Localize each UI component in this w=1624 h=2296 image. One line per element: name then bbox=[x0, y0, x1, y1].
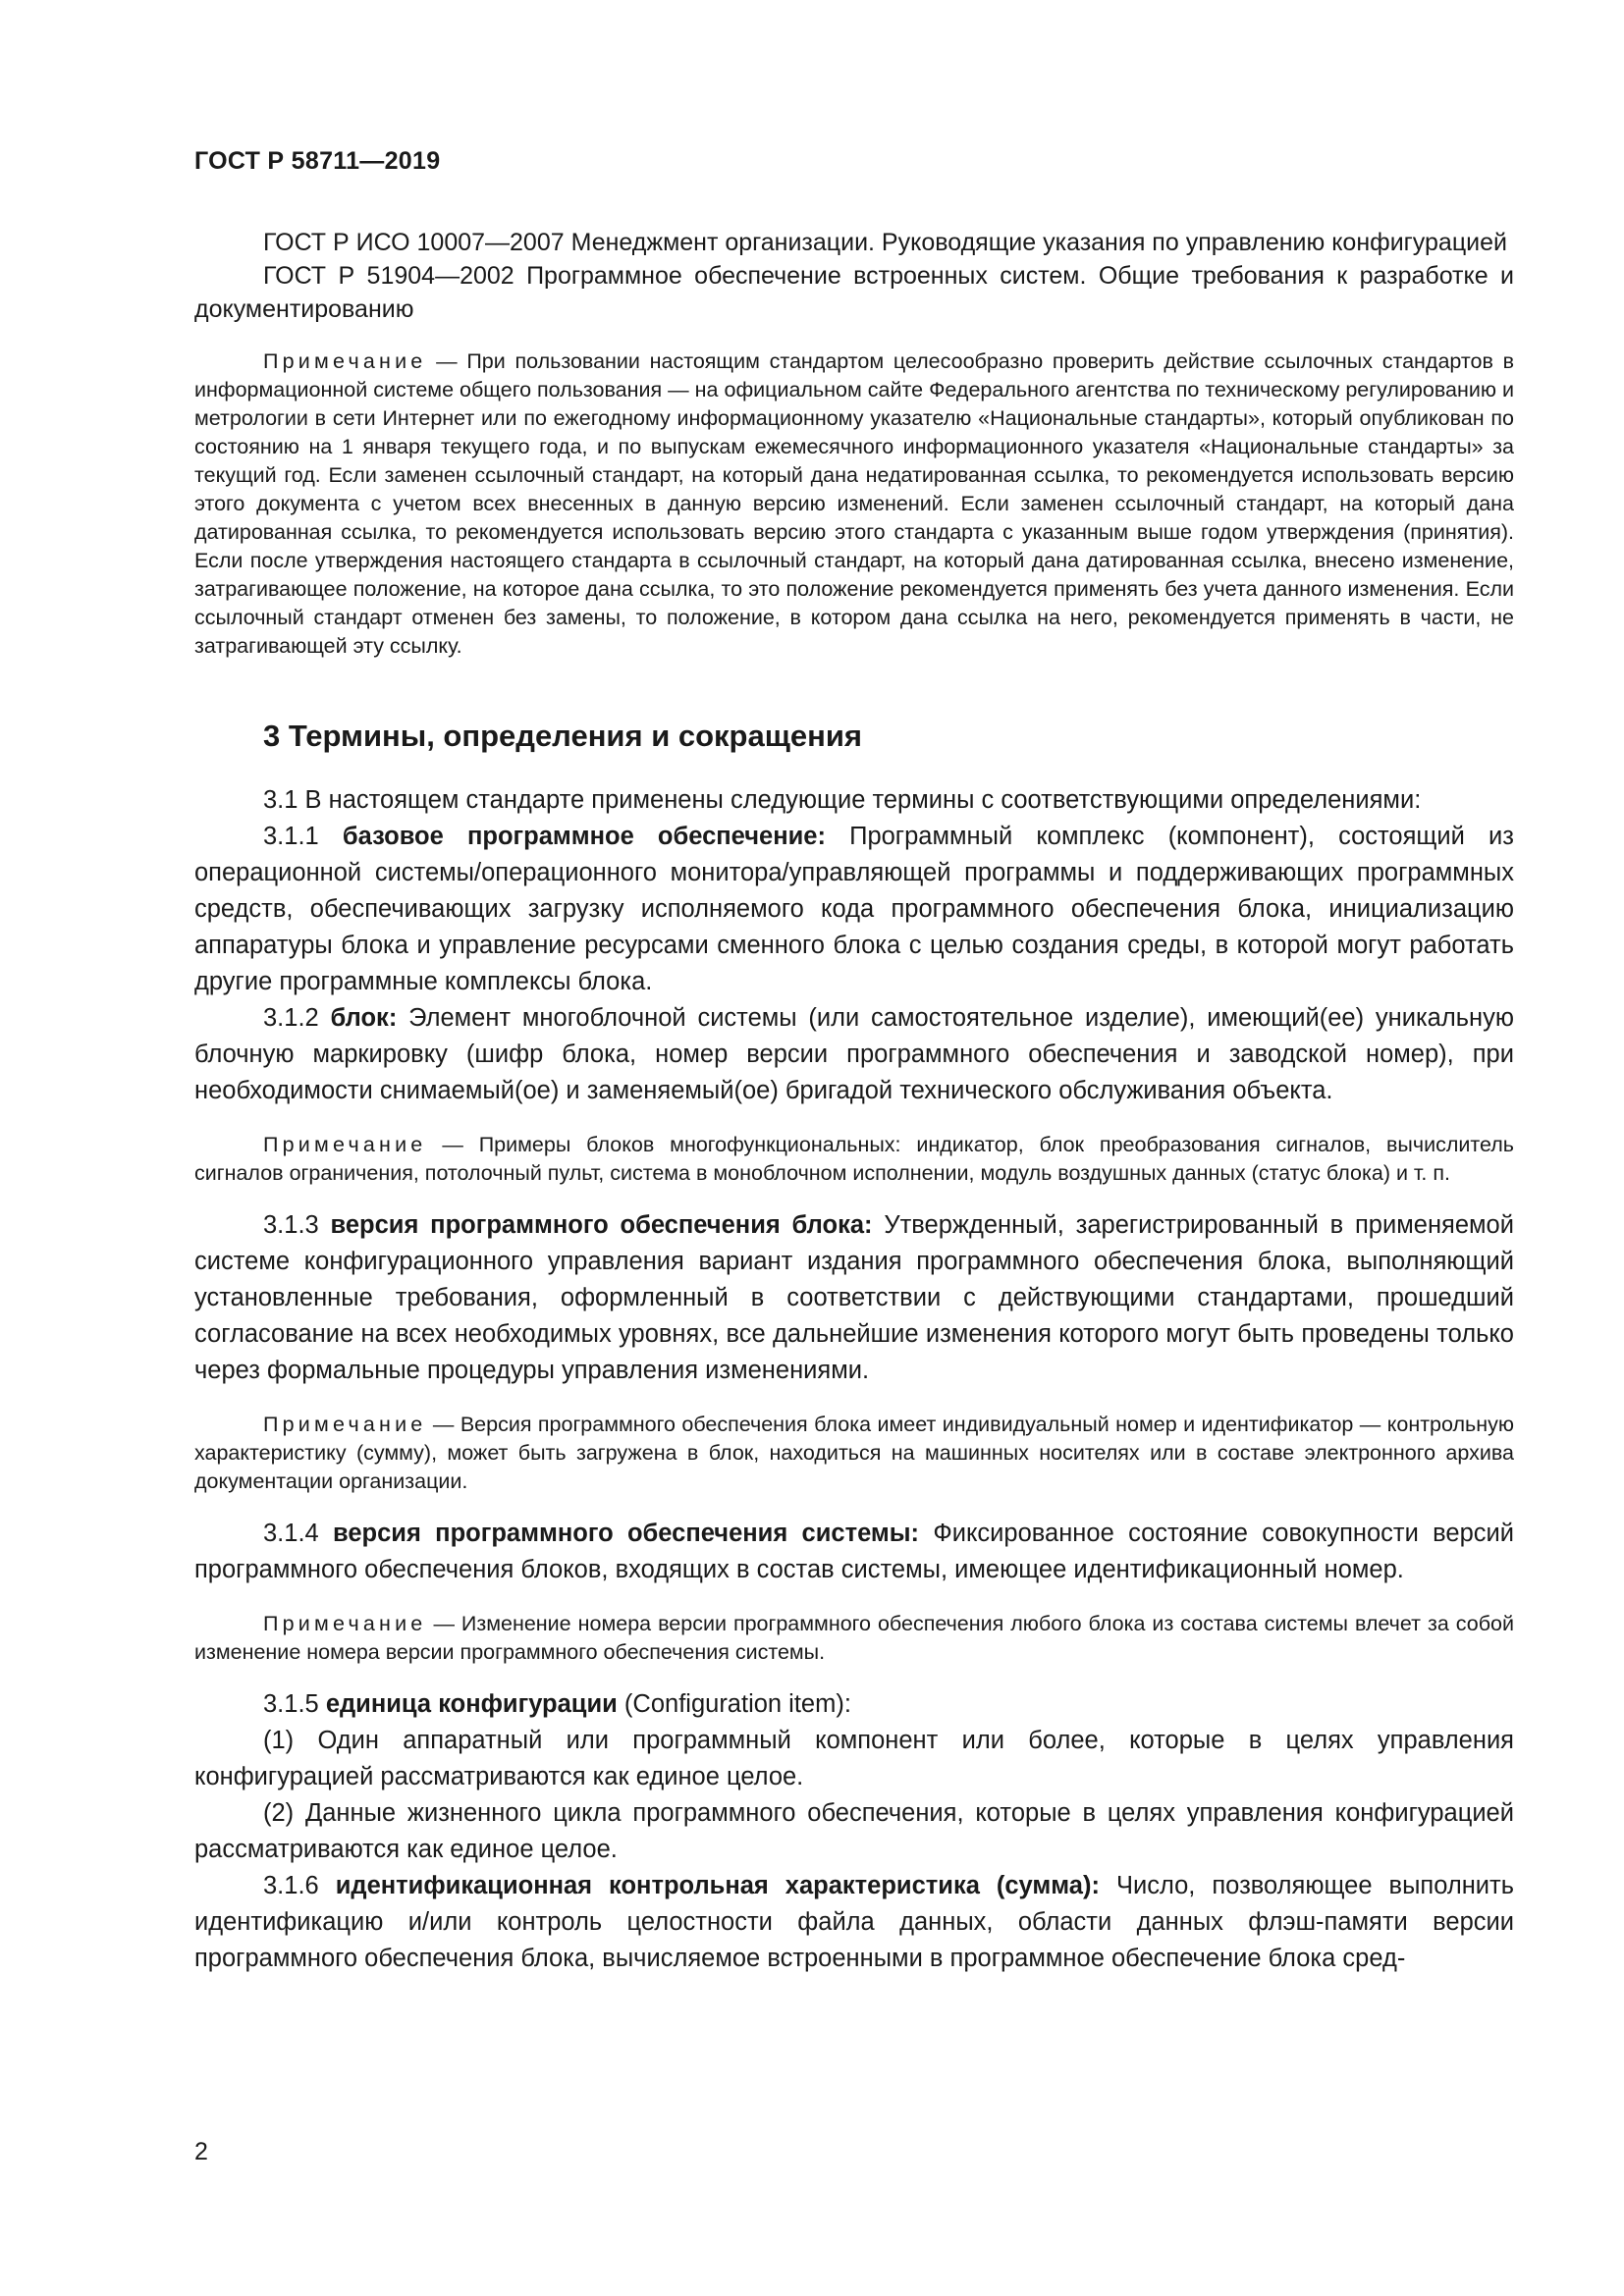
term-number: 3.1.5 bbox=[263, 1690, 326, 1718]
term-name: версия программного обеспечения блока: bbox=[330, 1211, 873, 1239]
term-number: 3.1.1 bbox=[263, 823, 343, 850]
section-heading: 3 Термины, определения и сокращения bbox=[263, 719, 862, 753]
term-definition: (Configuration item): bbox=[617, 1690, 851, 1718]
term-3-1-6 bbox=[194, 1868, 1514, 1977]
term-name: единица конфигурации bbox=[325, 1690, 618, 1718]
note-3-1-2 bbox=[194, 1131, 1514, 1188]
note-label: Примечание bbox=[263, 349, 427, 373]
term-3-1-4 bbox=[194, 1516, 1514, 1588]
note-3-1-4 bbox=[194, 1610, 1514, 1667]
term-number: 3.1.6 bbox=[263, 1872, 336, 1899]
term-3-1-5 bbox=[194, 1686, 1514, 1723]
note-text: — При пользовании настоящим стандартом целесообразно проверить действие ссылочных стандартов в информационной системе общего пользования — на официальном сайте Федерального агентства по техническому регулированию и метрологии в сети Интернет или по ежегодному информационному указателю «Национальные стандарты», который опубликован по состоянию на 1 января текущего года, и по выпускам ежемесячного информационного указателя «Национальные стандарты» за текущий год. Если заменен ссылочный стандарт, на который дана недатированная ссылка, то рекомендуется использовать версию этого документа с учетом всех внесенных в данную версию изменений. Если заменен ссылочный стандарт, на который дана датированная ссылка, то рекомендуется использовать версию этого стандарта с указанным выше годом утверждения (принятия). Если после утверждения настоящего стандарта в ссылочный стандарт, на который дана датированная ссылка, внесено изменение, затрагивающее положение, на которое дана ссылка, то это положение рекомендуется применять без учета данного изменения. Если ссылочный стандарт отменен без замены, то положение, в котором дана ссылка на него, рекомендуется применять в части, не затрагивающей эту ссылку. bbox=[194, 349, 1514, 658]
document-code-header: ГОСТ Р 58711—2019 bbox=[194, 147, 441, 175]
note-text: — Примеры блоков многофункциональных: индикатор, блок преобразования сигналов, вычислитель сигналов ограничения, потолочный пульт, система в моноблочном исполнении, модуль воздушных данных (статус блока) и т. п. bbox=[194, 1133, 1514, 1185]
paragraph-3-1: 3.1 В настоящем стандарте применены следующие термины с соответствующими определениями: bbox=[263, 786, 1422, 814]
term-definition: Фиксированное состояние совокупности версий программного обеспечения блоков, входящих в состав системы, имеющее идентификационный номер. bbox=[194, 1520, 1514, 1583]
note-references bbox=[194, 347, 1514, 661]
reference-entry: ГОСТ Р ИСО 10007—2007 Менеджмент организации. Руководящие указания по управлению конфигурацией bbox=[263, 229, 1507, 256]
term-name: базовое программное обеспечение: bbox=[342, 823, 826, 850]
term-definition: Элемент многоблочной системы (или самостоятельное изделие), имеющий(ее) уникальную блочную маркировку (шифр блока, номер версии программного обеспечения и заводской номер), при необходимости снимаемый(ое) и заменяемый(ое) бригадой технического обслуживания объекта. bbox=[194, 1004, 1514, 1104]
term-name: блок: bbox=[330, 1004, 398, 1032]
term-3-1-3 bbox=[194, 1207, 1514, 1389]
note-text: — Версия программного обеспечения блока имеет индивидуальный номер и идентификатор — контрольную характеристику (сумму), может быть загружена в блок, находиться на машинных носителях или в составе электронного архива документации организации. bbox=[194, 1413, 1514, 1493]
term-number: 3.1.2 bbox=[263, 1004, 331, 1032]
term-3-1-2 bbox=[194, 1000, 1514, 1109]
term-definition: Утвержденный, зарегистрированный в применяемой системе конфигурационного управления вариант издания программного обеспечения блока, выполняющий установленные требования, оформленный в соответствии с действующими стандартами, прошедший согласование на всех необходимых уровнях, все дальнейшие изменения которого могут быть проведены только через формальные процедуры управления изменениями. bbox=[194, 1211, 1514, 1384]
term-3-1-1 bbox=[194, 819, 1514, 1000]
term-3-1-5-item-2: (2) Данные жизненного цикла программного обеспечения, которые в целях управления конфигурацией рассматриваются как единое целое. bbox=[194, 1799, 1514, 1863]
page-number: 2 bbox=[194, 2138, 208, 2165]
term-3-1-5-item-1: (1) Один аппаратный или программный компонент или более, которые в целях управления конфигурацией рассматриваются как единое целое. bbox=[194, 1727, 1514, 1790]
term-definition: Программный комплекс (компонент), состоящий из операционной системы/операционного монитора/управляющей программы и поддерживающих программных средств, обеспечивающих загрузку исполняемого кода программного обеспечения блока, инициализацию аппаратуры блока и управление ресурсами сменного блока с целью создания среды, в которой могут работать другие программные комплексы блока. bbox=[194, 823, 1514, 995]
page-content bbox=[194, 226, 1514, 1977]
term-name: версия программного обеспечения системы: bbox=[333, 1520, 920, 1547]
reference-entry: ГОСТ Р 51904—2002 Программное обеспечение встроенных систем. Общие требования к разработке и документированию bbox=[194, 262, 1514, 323]
term-number: 3.1.3 bbox=[263, 1211, 331, 1239]
note-label: Примечание bbox=[263, 1612, 427, 1635]
note-label: Примечание bbox=[263, 1413, 427, 1436]
note-label: Примечание bbox=[263, 1133, 427, 1156]
term-definition: Число, позволяющее выполнить идентификацию и/или контроль целостности файла данных, области данных флэш-памяти версии программного обеспечения блока, вычисляемое встроенными в программное обеспечение блока сред- bbox=[194, 1872, 1514, 1972]
note-3-1-3 bbox=[194, 1411, 1514, 1496]
note-text: — Изменение номера версии программного обеспечения любого блока из состава системы влечет за собой изменение номера версии программного обеспечения системы. bbox=[194, 1612, 1514, 1664]
term-number: 3.1.4 bbox=[263, 1520, 334, 1547]
term-name: идентификационная контрольная характеристика (сумма): bbox=[335, 1872, 1100, 1899]
